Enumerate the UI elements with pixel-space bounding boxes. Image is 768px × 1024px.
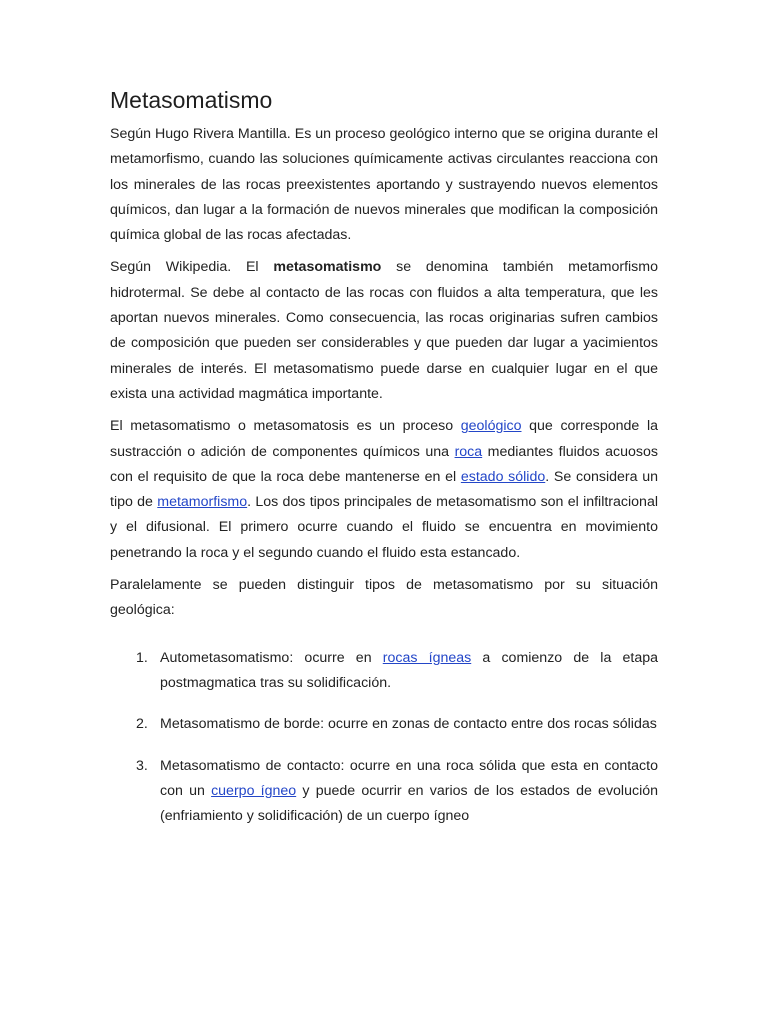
link-metamorfismo[interactable]: metamorfismo [157, 494, 248, 511]
types-list [110, 646, 658, 830]
page-title: Metasomatismo [110, 87, 273, 113]
document-page [110, 84, 658, 845]
list-item-number: 3. [136, 757, 148, 774]
list-item-text-end: a comienzo de la etapa postmagmatica tras su solidificación. [160, 649, 659, 691]
paragraph-text-3: mediantes fluidos acuosos con el requisito de que la roca debe mantenerse en el [110, 443, 659, 485]
list-item [110, 712, 658, 737]
list-item-text: Metasomatismo de borde: ocurre en zonas de contacto entre dos rocas sólidas [160, 716, 657, 733]
list-item-text: Autometasomatismo: ocurre en [160, 649, 383, 666]
paragraph-text: Según Hugo Rivera Mantilla. Es un proceso geológico interno que se origina durante el metamorfismo, cuando las soluciones químicamente activas circulantes reacciona con los minerales de las rocas preexistentes aportando y sustrayendo nuevos elementos químicos, dan lugar a la formación de nuevos minerales que modifican la composición química global de las rocas afectadas. [110, 126, 658, 244]
paragraph-text-1: El metasomatismo o metasomatosis es un proceso [110, 418, 461, 435]
paragraph-text-5: . Los dos tipos principales de metasomatismo son el infiltracional y el difusional. El primero ocurre cuando el fluido se encuentra en movimiento penetrando la roca y el segundo cuando el fluido esta estancado. [110, 494, 658, 561]
paragraph-text-end: se denomina también metamorfismo hidrotermal. Se debe al contacto de las rocas con fluidos a alta temperatura, que les aportan nuevos minerales. Como consecuencia, las rocas originarias sufren cambios de composición que pueden ser considerables y que pueden dar lugar a yacimientos minerales de interés. El metasomatismo puede darse en cualquier lugar en el que exista una actividad magmática importante. [110, 259, 658, 402]
link-rocas-igneas[interactable]: rocas ígneas [382, 649, 472, 666]
paragraph-text-2: que corresponde la sustracción o adición de componentes químicos una [110, 418, 658, 460]
link-estado-solido[interactable]: estado sólido [460, 468, 546, 485]
link-geologico[interactable]: geológico [460, 418, 522, 435]
paragraph-text: Paralelamente se pueden distinguir tipos de metasomatismo por su situación geológica: [110, 577, 658, 619]
list-item-text-end: y puede ocurrir en varios de los estados de evolución (enfriamiento y solidificación) de un cuerpo ígneo [160, 782, 659, 825]
bold-term-metasomatismo: metasomatismo [273, 259, 382, 276]
list-item-number: 1. [136, 649, 148, 666]
list-item-number: 2. [136, 716, 148, 733]
list-item [110, 754, 658, 830]
paragraph-text-start: Según Wikipedia. El [110, 259, 274, 276]
paragraph-definition [110, 414, 658, 566]
paragraph-rivera [110, 122, 658, 248]
paragraph-wikipedia [110, 255, 658, 407]
paragraph-types-intro [110, 573, 658, 624]
paragraph-text-4: . Se considera un tipo de [110, 468, 658, 511]
list-item-text: Metasomatismo de contacto: ocurre en una roca sólida que esta en contacto con un [160, 757, 658, 799]
list-item [110, 646, 658, 697]
link-roca[interactable]: roca [454, 443, 483, 460]
link-cuerpo-igneo[interactable]: cuerpo ígneo [211, 782, 297, 799]
